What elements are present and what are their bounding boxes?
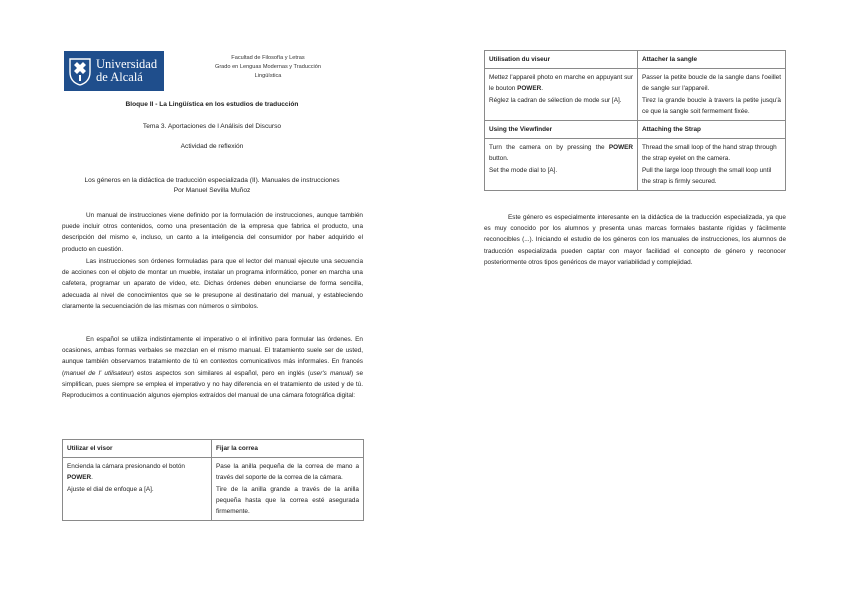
table-es-c2a: Pase la anilla pequeña de la correa de mano a través del soporte de la correa de la cámara. — [216, 463, 359, 482]
document-title: Los géneros en la didáctica de traducción especializada (II). Manuales de instrucciones — [84, 177, 340, 184]
table-french-english — [484, 50, 786, 191]
university-logo — [64, 51, 164, 91]
paragraph-3 — [62, 334, 363, 401]
table-fr-c2a: Passer la petite boucle de la sangle dans l'oeillet de sangle sur l'appareil. — [642, 74, 781, 93]
table-en-cell-1 — [485, 139, 638, 191]
table-fr-c1d: Réglez la cadran de sélection de mode sur [A]. — [489, 96, 622, 104]
paragraph-2: Las instrucciones son órdenes formuladas para que el lector del manual ejecute una secuencia de acciones con el objeto de montar un mueble, instalar un programa informático, poner en marcha una cafetera, programar un aparato de vídeo, etc. Dichas órdenes deben enunciarse de forma sencilla, adecuada al nivel de conocimientos que se le presupone al destinatario del manual, y estableciendo claramente la secuenciación de las mismas con números o símbolos. — [62, 258, 363, 310]
author: Por Manuel Sevilla Muñoz — [173, 187, 251, 194]
table-en-header-1: Using the Viewfinder — [485, 121, 638, 139]
table-en-c2a: Thread the small loop of the hand strap through the strap eyelet on the camera. — [642, 144, 777, 163]
table-en-header-2: Attaching the Strap — [638, 121, 786, 139]
p3-english-term: user's manual — [309, 369, 351, 377]
table-es-c1a: Encienda la cámara presionando el botón — [67, 463, 185, 471]
table-es-header-2: Fijar la correa — [212, 440, 364, 458]
table-en-c2b: Pull the large loop through the small loop until the strap is firmly secured. — [642, 166, 772, 185]
table-fr-header-2: Attacher la sangle — [638, 51, 786, 69]
block-title: Bloque II - La Lingüística en los estudios de traducción — [125, 101, 299, 108]
table-es-cell-2 — [212, 458, 364, 521]
faculty-info — [208, 54, 328, 81]
table-fr-cell-2 — [638, 69, 786, 121]
table-es-c1d: Ajuste el dial de enfoque a [A]. — [67, 485, 154, 493]
paragraph-4: Este género es especialmente interesante en la didáctica de la traducción especializada, ya que es muy conocido por los alumnos y presenta unas marcas formales bastante rígidas y fácilmente reconocibles (...). Iniciando el estudio de los géneros con los manuales de instrucciones, los alumnos de traducción especializada pueden captar con mayor facilidad el concepto de género y reconocer posteriormente otros tipos genéricos de mayor variabilidad y complejidad. — [484, 214, 786, 266]
logo-text — [96, 58, 157, 84]
faculty-line1: Facultad de Filosofía y Letras — [231, 55, 305, 61]
table-es-header-1: Utilizar el visor — [63, 440, 212, 458]
p3-part-b: ) estos aspectos son similares al español, pero en inglés ( — [131, 369, 310, 377]
table-fr-c1b: POWER — [517, 85, 542, 93]
faculty-line3: Lingüística — [254, 73, 282, 79]
faculty-line2: Grado en Lenguas Modernas y Traducción — [214, 64, 322, 70]
table-fr-header-1: Utilisation du viseur — [485, 51, 638, 69]
p3-part-a: En español se utiliza indistintamente el imperativo o el infinitivo para formular las órdenes. En ocasiones, ambas formas verbales se mezclan en el mismo manual. El tratamiento suele ser de usted, aunque también observamos tratamiento de tú en contextos comunicativos más informales. En francés ( — [62, 336, 363, 377]
table-en-c1d: Set the mode dial to [A]. — [489, 166, 558, 174]
table-es-c2b: Tire de la anilla grande a través de la anilla pequeña hasta que la correa esté asegurada firmemente. — [216, 485, 359, 516]
table-en-c1a: Turn the camera on by pressing the — [489, 144, 609, 152]
table-fr-cell-1 — [485, 69, 638, 121]
topic-title: Tema 3. Aportaciones de l Análisis del Discurso — [142, 123, 282, 130]
table-fr-c2b: Tirez la grande boucle à travers la petite jusqu'à ce que la sangle soit fermement fixée. — [642, 96, 781, 115]
table-en-c1c: button. — [489, 155, 509, 163]
logo-line2: de Alcalá — [96, 70, 143, 84]
table-fr-c1c: . — [541, 85, 544, 93]
paragraph-1: Un manual de instrucciones viene definido por la formulación de instrucciones, aunque también puede incluir otros contenidos, como una presentación de la empresa que fabrica el producto, una descripción del mismo e, incluso, un canto a la inteligencia del consumidor por haber adquirido el producto en cuestión. — [62, 212, 363, 253]
p3-french-term: manuel de l' utilisateur — [64, 369, 132, 377]
p3-part-c: ) se simplifican, pues siempre se emplea el imperativo y no hay diferencia en el tratamiento de usted y de tú. Reproducimos a continuación algunos ejemplos extraídos del manual de una cámara fotográfica digital: — [62, 369, 363, 400]
table-spanish — [62, 439, 364, 521]
table-en-c1b: POWER — [608, 144, 633, 152]
table-es-c1b: POWER — [67, 474, 92, 482]
logo-line1: Universidad — [96, 57, 158, 71]
table-fr-c1a: Mettez l'appareil photo en marche en appuyant sur le bouton — [489, 74, 633, 93]
table-en-cell-2 — [638, 139, 786, 191]
table-es-cell-1 — [63, 458, 212, 521]
activity-title: Actividad de reflexión — [180, 143, 244, 150]
table-es-c1c: . — [91, 474, 93, 482]
crest-icon — [68, 56, 92, 86]
